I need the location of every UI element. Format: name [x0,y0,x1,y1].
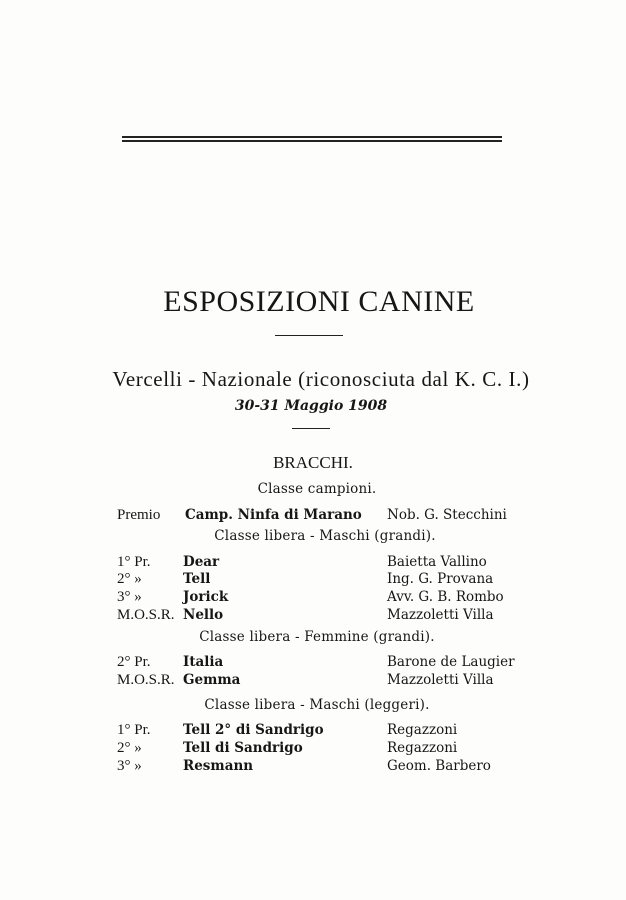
dog-name: Italia [183,654,224,670]
prize: 3° » [117,758,142,774]
table-row [0,571,626,589]
table-row [0,758,626,776]
prize: 1° Pr. [117,554,151,570]
title-rule [275,335,343,336]
prize: 2° » [117,740,142,756]
prize: 1° Pr. [117,722,151,738]
owner: Mazzoletti Villa [387,607,494,623]
prize: Premio [117,507,161,523]
event-subtitle: Vercelli - Nazionale (riconosciuta dal K. C. I.) [112,367,530,391]
class-heading: Classe campioni. [257,481,377,497]
prize: M.O.S.R. [117,672,175,688]
class-heading: Classe libera - Maschi (grandi). [214,528,436,544]
dog-name: Gemma [183,672,241,688]
dog-name: Resmann [183,758,254,774]
owner: Barone de Laugier [387,654,515,670]
dog-name: Tell 2° di Sandrigo [183,722,324,738]
prize: 3° » [117,589,142,605]
header-double-rule-top [122,136,502,138]
dog-name: Dear [183,554,220,570]
owner: Mazzoletti Villa [387,672,494,688]
owner: Regazzoni [387,722,458,738]
table-row [0,507,626,525]
section-heading: BRACCHI. [273,453,353,472]
dog-name: Jorick [183,589,229,605]
owner: Ing. G. Provana [387,571,494,587]
dog-name: Tell di Sandrigo [183,740,303,756]
table-row [0,672,626,690]
owner: Nob. G. Stecchini [387,507,507,523]
table-row [0,607,626,625]
owner: Regazzoni [387,740,458,756]
dog-name: Camp. Ninfa di Marano [185,507,362,523]
owner: Avv. G. B. Rombo [387,589,504,605]
dog-name: Nello [183,607,224,623]
dog-name: Tell [183,571,211,587]
owner: Geom. Barbero [387,758,491,774]
table-row [0,554,626,572]
prize: 2° Pr. [117,654,151,670]
class-heading: Classe libera - Femmine (grandi). [199,629,435,645]
table-row [0,589,626,607]
prize: M.O.S.R. [117,607,175,623]
page-title: ESPOSIZIONI CANINE [163,285,475,318]
class-heading: Classe libera - Maschi (leggeri). [204,697,430,713]
date-rule [292,428,330,429]
prize: 2° » [117,571,142,587]
table-row [0,654,626,672]
table-row [0,740,626,758]
owner: Baietta Vallino [387,554,487,570]
event-date: 30-31 Maggio 1908 [234,398,388,414]
table-row [0,722,626,740]
header-double-rule-bottom [122,140,502,142]
